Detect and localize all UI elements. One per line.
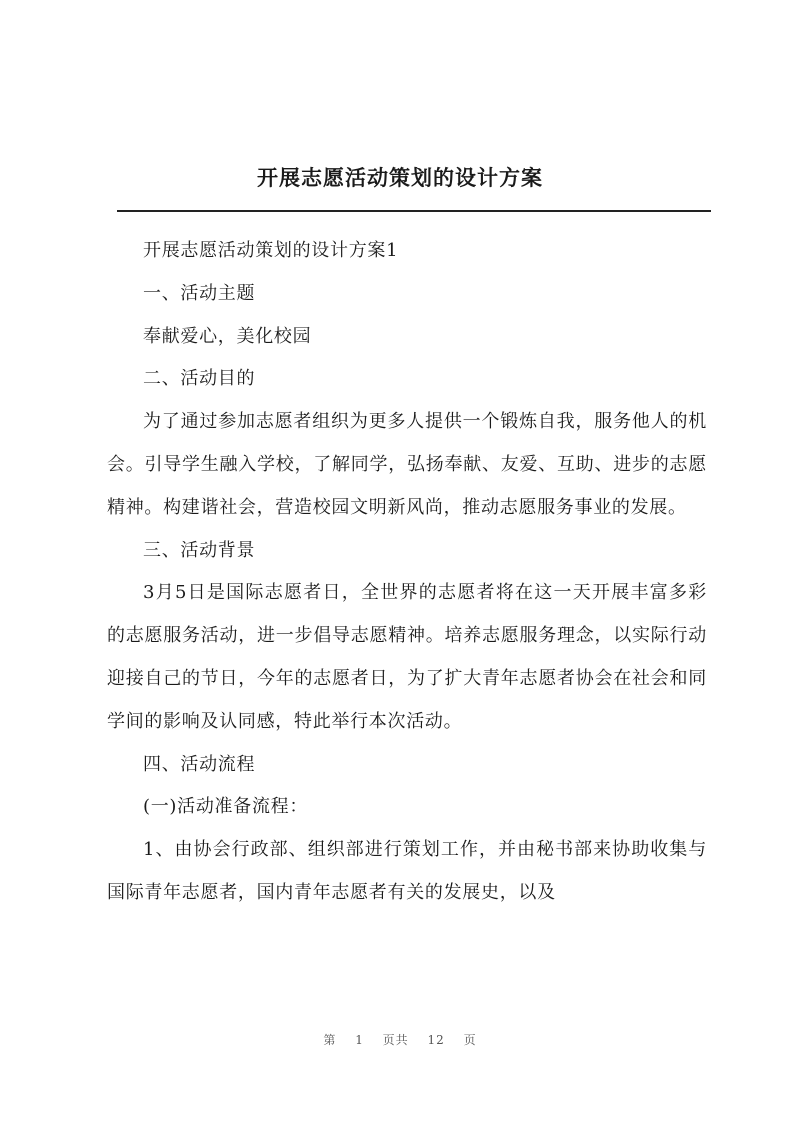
paragraph-purpose: 为了通过参加志愿者组织为更多人提供一个锻炼自我，服务他人的机会。引导学生融入学校，了解同学，弘扬奉献、友爱、互助、进步的志愿精神。构建谐社会，营造校园文明新风尚，推动志愿服务事业的发展。 [107, 411, 707, 518]
footer-middle: 页共 [382, 1033, 409, 1047]
paragraph-theme: 奉献爱心，美化校园 [143, 325, 312, 347]
section-heading-background: 三、活动背景 [143, 539, 256, 561]
paragraph-heading: 开展志愿活动策划的设计方案1 [143, 240, 399, 261]
document-title: 开展志愿活动策划的设计方案 [257, 165, 543, 190]
paragraph-background: 3月5日是国际志愿者日，全世界的志愿者将在这一天开展丰富多彩的志愿服务活动，进一步倡导志愿精神。培养志愿服务理念，以实际行动迎接自己的节日，今年的志愿者日，为了扩大青年志愿者协会在社会和同学间的影响及认同感，特此举行本次活动。 [107, 582, 707, 732]
footer-total-pages: 12 [427, 1033, 445, 1047]
document-body [107, 230, 707, 915]
footer-suffix: 页 [463, 1033, 477, 1047]
page-footer [0, 1031, 800, 1048]
footer-current-page: 1 [355, 1033, 364, 1047]
subsection-heading-preparation: (一)活动准备流程： [143, 796, 309, 818]
footer-prefix: 第 [323, 1033, 337, 1047]
title-divider [117, 210, 711, 212]
section-heading-theme: 一、活动主题 [143, 282, 256, 304]
section-heading-purpose: 二、活动目的 [143, 368, 256, 390]
paragraph-preparation: 1、由协会行政部、组织部进行策划工作，并由秘书部来协助收集与国际青年志愿者，国内青年志愿者有关的发展史，以及 [107, 839, 707, 903]
section-heading-process: 四、活动流程 [143, 753, 256, 775]
